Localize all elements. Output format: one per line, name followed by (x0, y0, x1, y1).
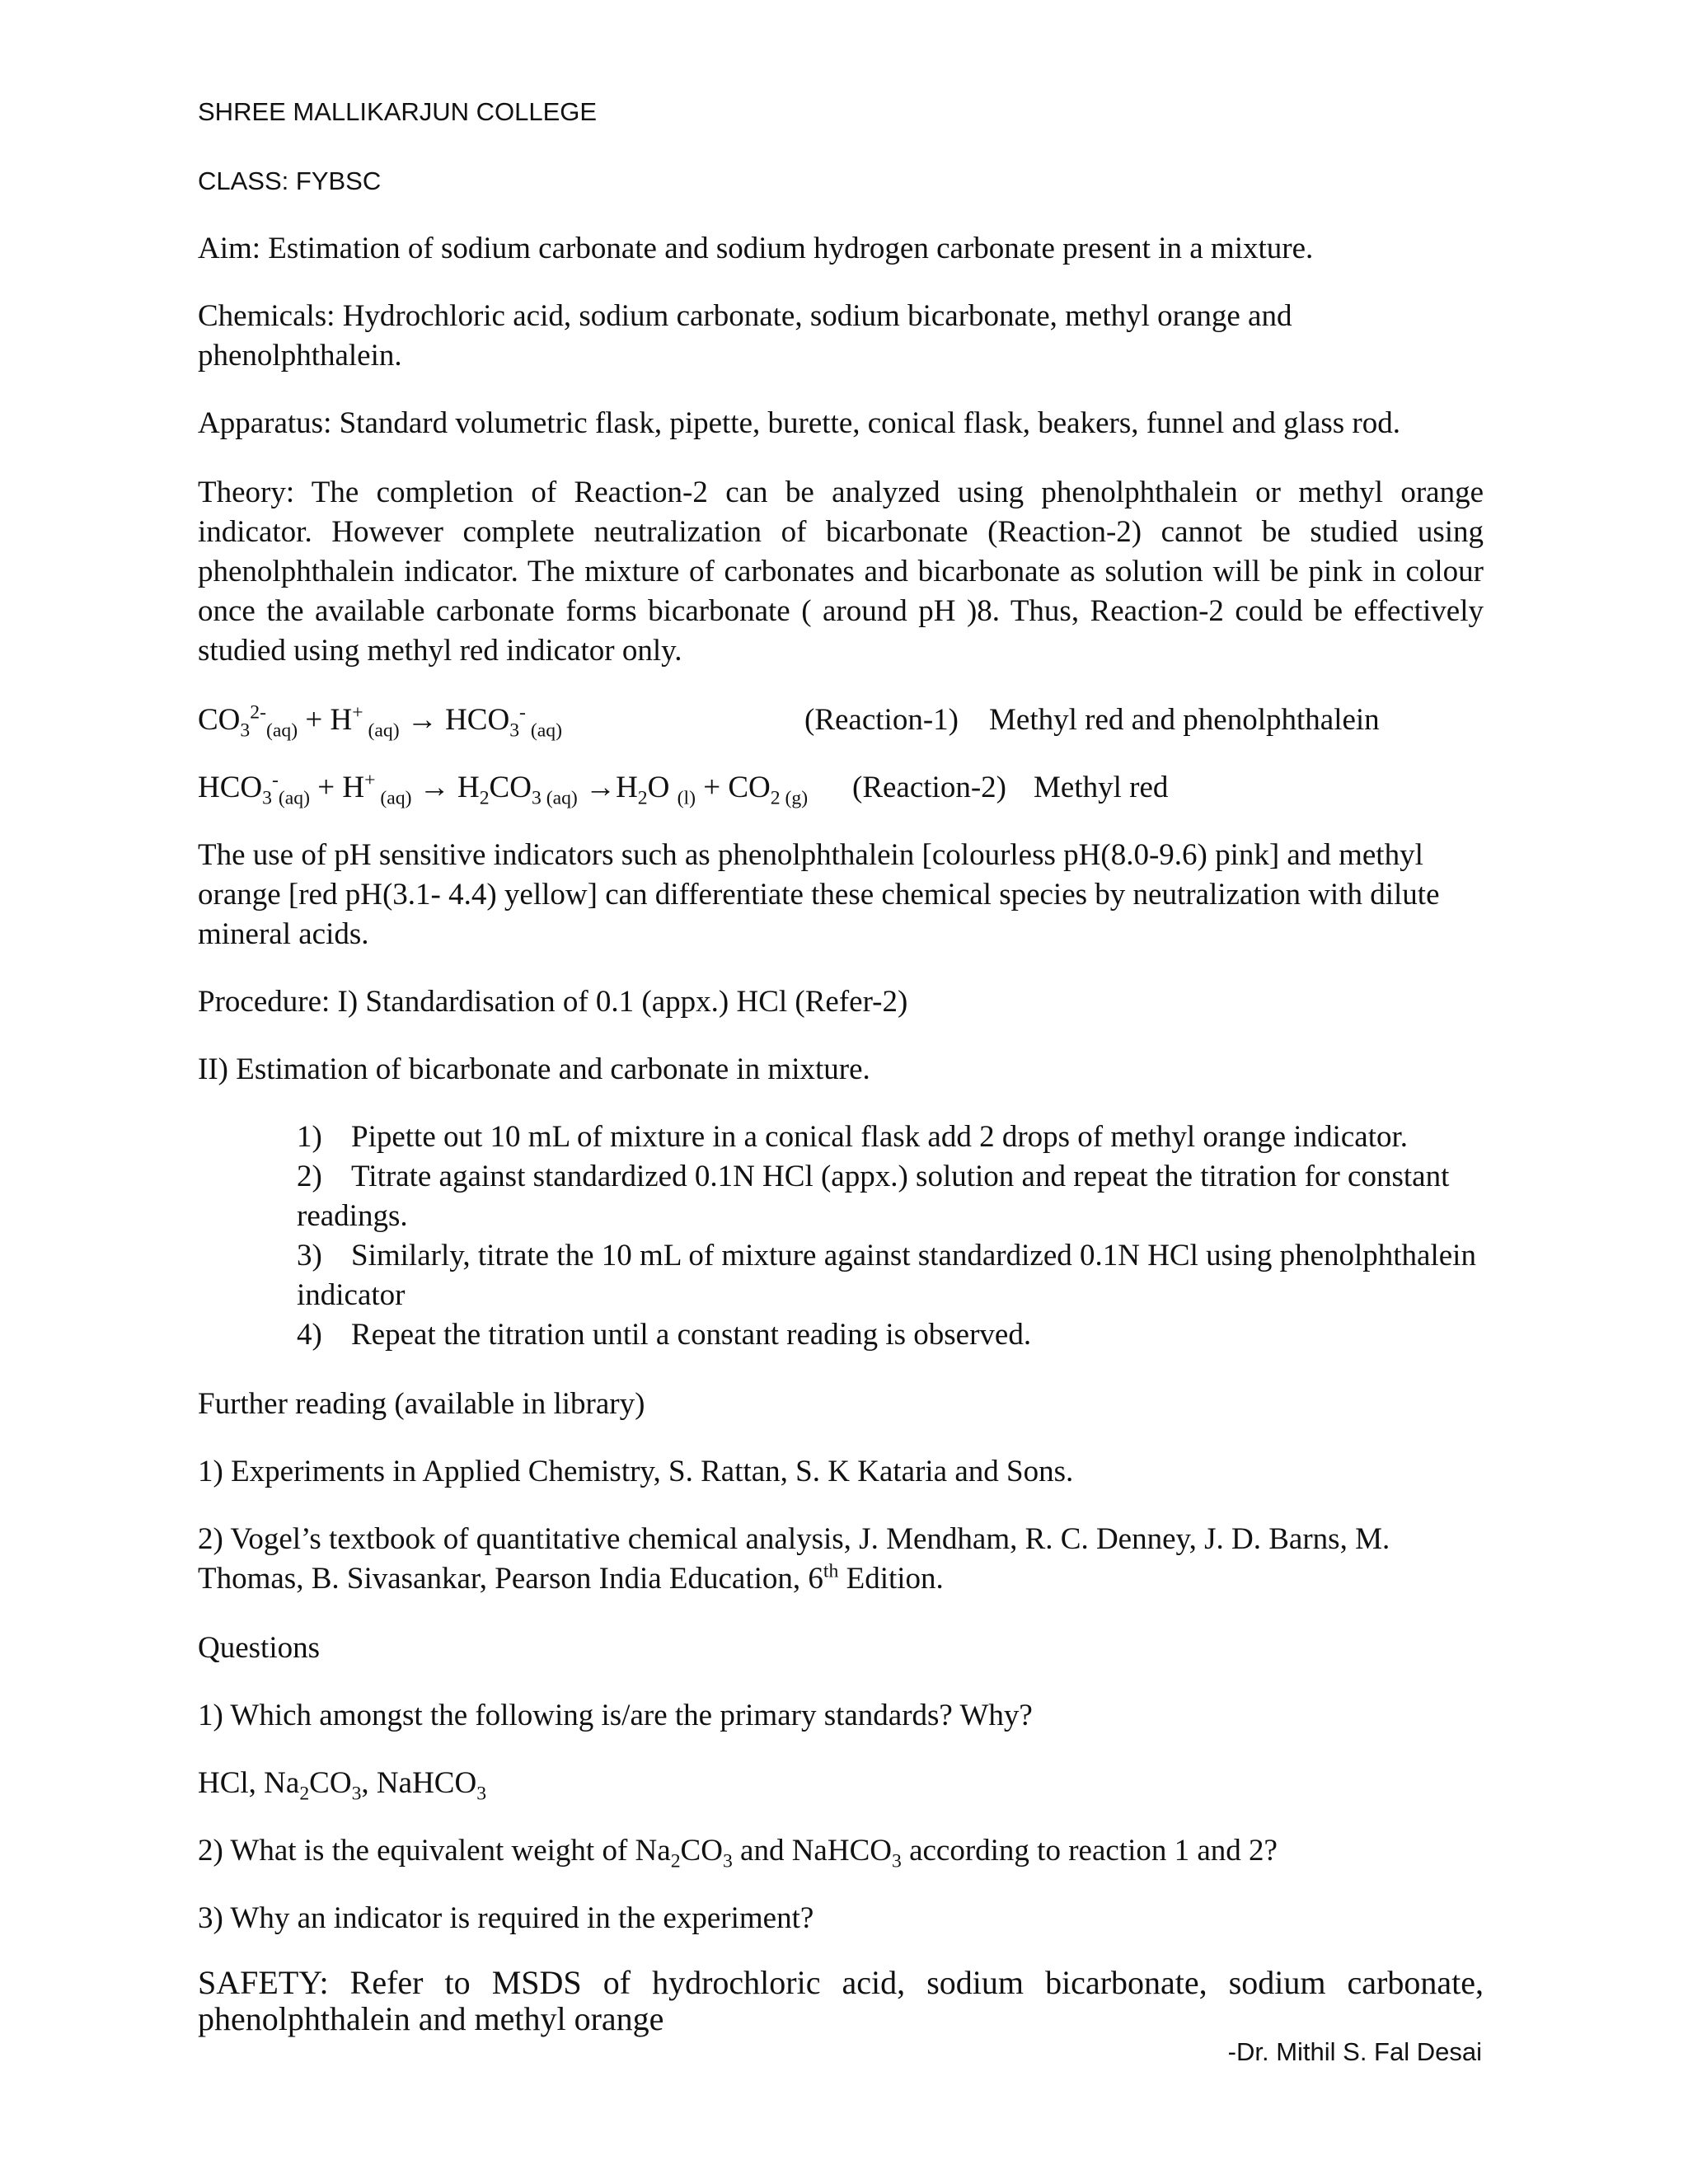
procedure-part-2: II) Estimation of bicarbonate and carbonate in mixture. (198, 1052, 870, 1086)
procedure-heading: Procedure: I) Standardisation of 0.1 (appx.) HCl (Refer-2) (198, 985, 908, 1019)
aim: Aim: Estimation of sodium carbonate and sodium hydrogen carbonate present in a mixture. (198, 232, 1314, 265)
question-3: 3) Why an indicator is required in the experiment? (198, 1901, 814, 1935)
apparatus: Apparatus: Standard volumetric flask, pipette, burette, conical flask, beakers, funnel and glass rod. (198, 406, 1400, 440)
questions-heading: Questions (198, 1631, 320, 1665)
procedure-step-2: 2) Titrate against standardized 0.1N HCl (appx.) solution and repeat the titration for constant readings. (297, 1160, 1450, 1233)
reaction-2-tag: (Reaction-2) (852, 771, 1006, 804)
theory: Theory: The completion of Reaction-2 can be analyzed using phenolphthalein or methyl orange indicator. However complete neutralization of bicarbonate (Reaction-2) cannot be studied using phenolphthalein indicator. The mixture of carbonates and bicarbonate as solution will be pink in colour once the available carbonate forms bicarbonate ( around pH )8. Thus, Reaction-2 could be effectively studied using methyl red indicator only. (198, 476, 1484, 668)
question-1-options: HCl, $Na_2CO_3$, NaHCO$_3$ (198, 1766, 487, 1805)
reference-1: 1) Experiments in Applied Chemistry, S. Rattan, S. K Kataria and Sons. (198, 1455, 1074, 1488)
reaction-1-indicator: Methyl red and phenolphthalein (989, 703, 1380, 737)
procedure-step-1: 1) Pipette out 10 mL of mixture in a conical flask add 2 drops of methyl orange indicator. (297, 1120, 1409, 1154)
indicators-paragraph: The use of pH sensitive indicators such as phenolphthalein [colourless pH(8.0-9.6) pink] and methyl orange [red pH(3.1- 4.4) yellow] can differentiate these chemical species by neutralization with dilute mineral acids. (198, 838, 1440, 951)
college-name: SHREE MALLIKARJUN COLLEGE (198, 97, 598, 126)
arrow-icon: → (406, 703, 438, 737)
further-reading-heading: Further reading (available in library) (198, 1387, 645, 1421)
reference-2: 2) Vogel’s textbook of quantitative chemical analysis, J. Mendham, R. C. Denney, J. D. Barns, M. Thomas, B. Sivasankar, Pearson India Education, 6th Edition. (198, 1522, 1390, 1596)
procedure-step-3: 3) Similarly, titrate the 10 mL of mixture against standardized 0.1N HCl using phenolphthalein indicator (297, 1239, 1476, 1312)
arrow-icon: → (585, 771, 617, 804)
question-1: 1) Which amongst the following is/are the primary standards? Why? (198, 1699, 1033, 1732)
author-signature: -Dr. Mithil S. Fal Desai (1227, 2037, 1482, 2066)
procedure-step-4: 4) Repeat the titration until a constant reading is observed. (297, 1318, 1032, 1352)
reaction-2-indicator: Methyl red (1034, 771, 1169, 804)
reaction-1-equation: $CO_3^{2-}_{(aq)} + H^+$ $_{(aq)} \to HCO_3^-$ $_{(aq)}$ (198, 701, 562, 742)
arrow-icon: → (419, 771, 450, 804)
chemicals: Chemicals: Hydrochloric acid, sodium carbonate, sodium bicarbonate, methyl orange and phenolphthalein. (198, 299, 1292, 373)
question-2: 2) What is the equivalent weight of $Na_2CO_3$ and NaHCO$_3$ according to reaction 1 and 2? (198, 1834, 1278, 1872)
reaction-1-tag: (Reaction-1) (804, 703, 959, 737)
reaction-2-equation: $HCO_3^-_{(aq)} + H^+$ $_{(aq)} \to H_2CO_{3 (aq)} \to H_2O$ $_{(l)} + CO_{2 (g)}$ (198, 769, 809, 809)
safety-note: SAFETY: Refer to MSDS of hydrochloric acid, sodium bicarbonate, sodium carbonate, phenolphthalein and methyl orange (198, 1964, 1484, 2037)
class-label: CLASS: FYBSC (198, 166, 382, 195)
